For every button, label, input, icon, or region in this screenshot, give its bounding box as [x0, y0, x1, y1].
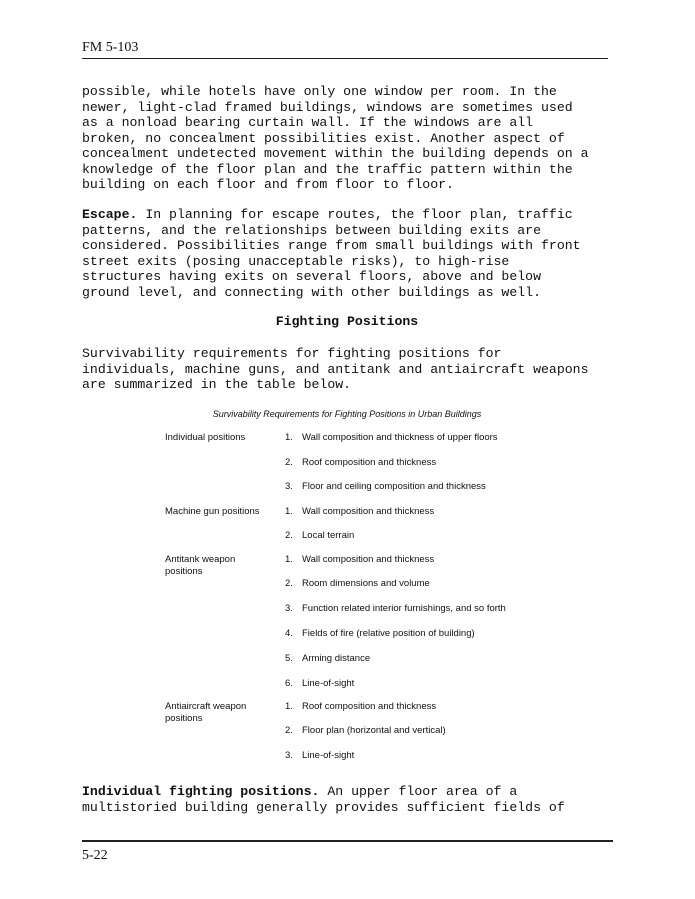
table-item	[285, 603, 585, 614]
table-item	[285, 457, 585, 468]
item-number: 2.	[285, 457, 293, 468]
table-item	[285, 506, 585, 517]
item-number: 5.	[285, 653, 293, 664]
item-number: 2.	[285, 725, 293, 736]
body-paragraph-escape	[82, 207, 612, 300]
table-category-machine-gun: Machine gun positions	[165, 506, 260, 517]
item-text: Floor plan (horizontal and vertical)	[302, 725, 446, 736]
item-number: 6.	[285, 678, 293, 689]
item-number: 1.	[285, 506, 293, 517]
item-text: Wall composition and thickness	[302, 506, 435, 517]
item-text: Local terrain	[302, 530, 355, 541]
item-text: Floor and ceiling composition and thickness	[302, 481, 486, 492]
item-text: Arming distance	[302, 653, 371, 664]
table-item	[285, 578, 585, 589]
section-heading: Fighting Positions	[275, 314, 419, 329]
item-text: Fields of fire (relative position of building)	[302, 628, 475, 639]
escape-run-in-heading: Escape.	[82, 207, 138, 222]
table-title: Survivability Requirements for Fighting Positions in Urban Buildings	[212, 409, 482, 419]
item-text: Roof composition and thickness	[302, 701, 437, 712]
escape-text: In planning for escape routes, the floor plan, traffic patterns, and the relationships between building exits are considered. Possibilities range from small buildings with front street exits (posing unacceptable risks), to high-rise structures having exits on several floors, above and below ground level, and connecting with other buildings as well.	[82, 207, 581, 300]
body-paragraph-intro: Survivability requirements for fighting positions for individuals, machine guns, and antitank and antiaircraft weapons are summarized in the table below.	[82, 346, 589, 392]
individual-text: An upper floor area of a multistoried building generally provides sufficient fields of	[82, 784, 565, 815]
item-number: 3.	[285, 481, 293, 492]
table-item	[285, 725, 585, 736]
item-text: Wall composition and thickness	[302, 554, 435, 565]
table-item	[285, 701, 585, 712]
item-text: Room dimensions and volume	[302, 578, 430, 589]
table-item	[285, 678, 585, 689]
table-item	[285, 432, 585, 443]
item-number: 3.	[285, 603, 293, 614]
table-item	[285, 554, 585, 565]
page-footer	[82, 840, 613, 864]
item-number: 1.	[285, 432, 293, 443]
item-text: Line-of-sight	[302, 678, 355, 689]
table-item	[285, 750, 585, 761]
body-paragraph-concealment: possible, while hotels have only one window per room. In the newer, light-clad framed buildings, windows are sometimes used as a nonload bearing curtain wall. If the windows are all broken, no concealment possibilities exist. Another aspect of concealment undetected movement within the building depends on a knowledge of the floor plan and the traffic pattern within the building on each floor and from floor to floor.	[82, 84, 589, 192]
item-number: 1.	[285, 701, 293, 712]
item-number: 1.	[285, 554, 293, 565]
body-paragraph-individual	[82, 784, 612, 815]
table-item	[285, 530, 585, 541]
item-text: Roof composition and thickness	[302, 457, 437, 468]
table-category-antiaircraft: Antiaircraft weapon positions	[165, 701, 247, 724]
item-number: 2.	[285, 578, 293, 589]
table-category-individual: Individual positions	[165, 432, 246, 443]
item-text: Wall composition and thickness of upper floors	[302, 432, 498, 443]
page-number: 5-22	[82, 848, 108, 863]
item-text: Function related interior furnishings, and so forth	[302, 603, 506, 614]
table-item	[285, 628, 585, 639]
item-number: 2.	[285, 530, 293, 541]
page-header: FM 5-103	[82, 40, 608, 59]
table-category-antitank: Antitank weapon positions	[165, 554, 236, 577]
item-number: 3.	[285, 750, 293, 761]
table-item	[285, 653, 585, 664]
table-item	[285, 481, 585, 492]
item-text: Line-of-sight	[302, 750, 355, 761]
individual-run-in-heading: Individual fighting positions.	[82, 784, 320, 799]
item-number: 4.	[285, 628, 293, 639]
